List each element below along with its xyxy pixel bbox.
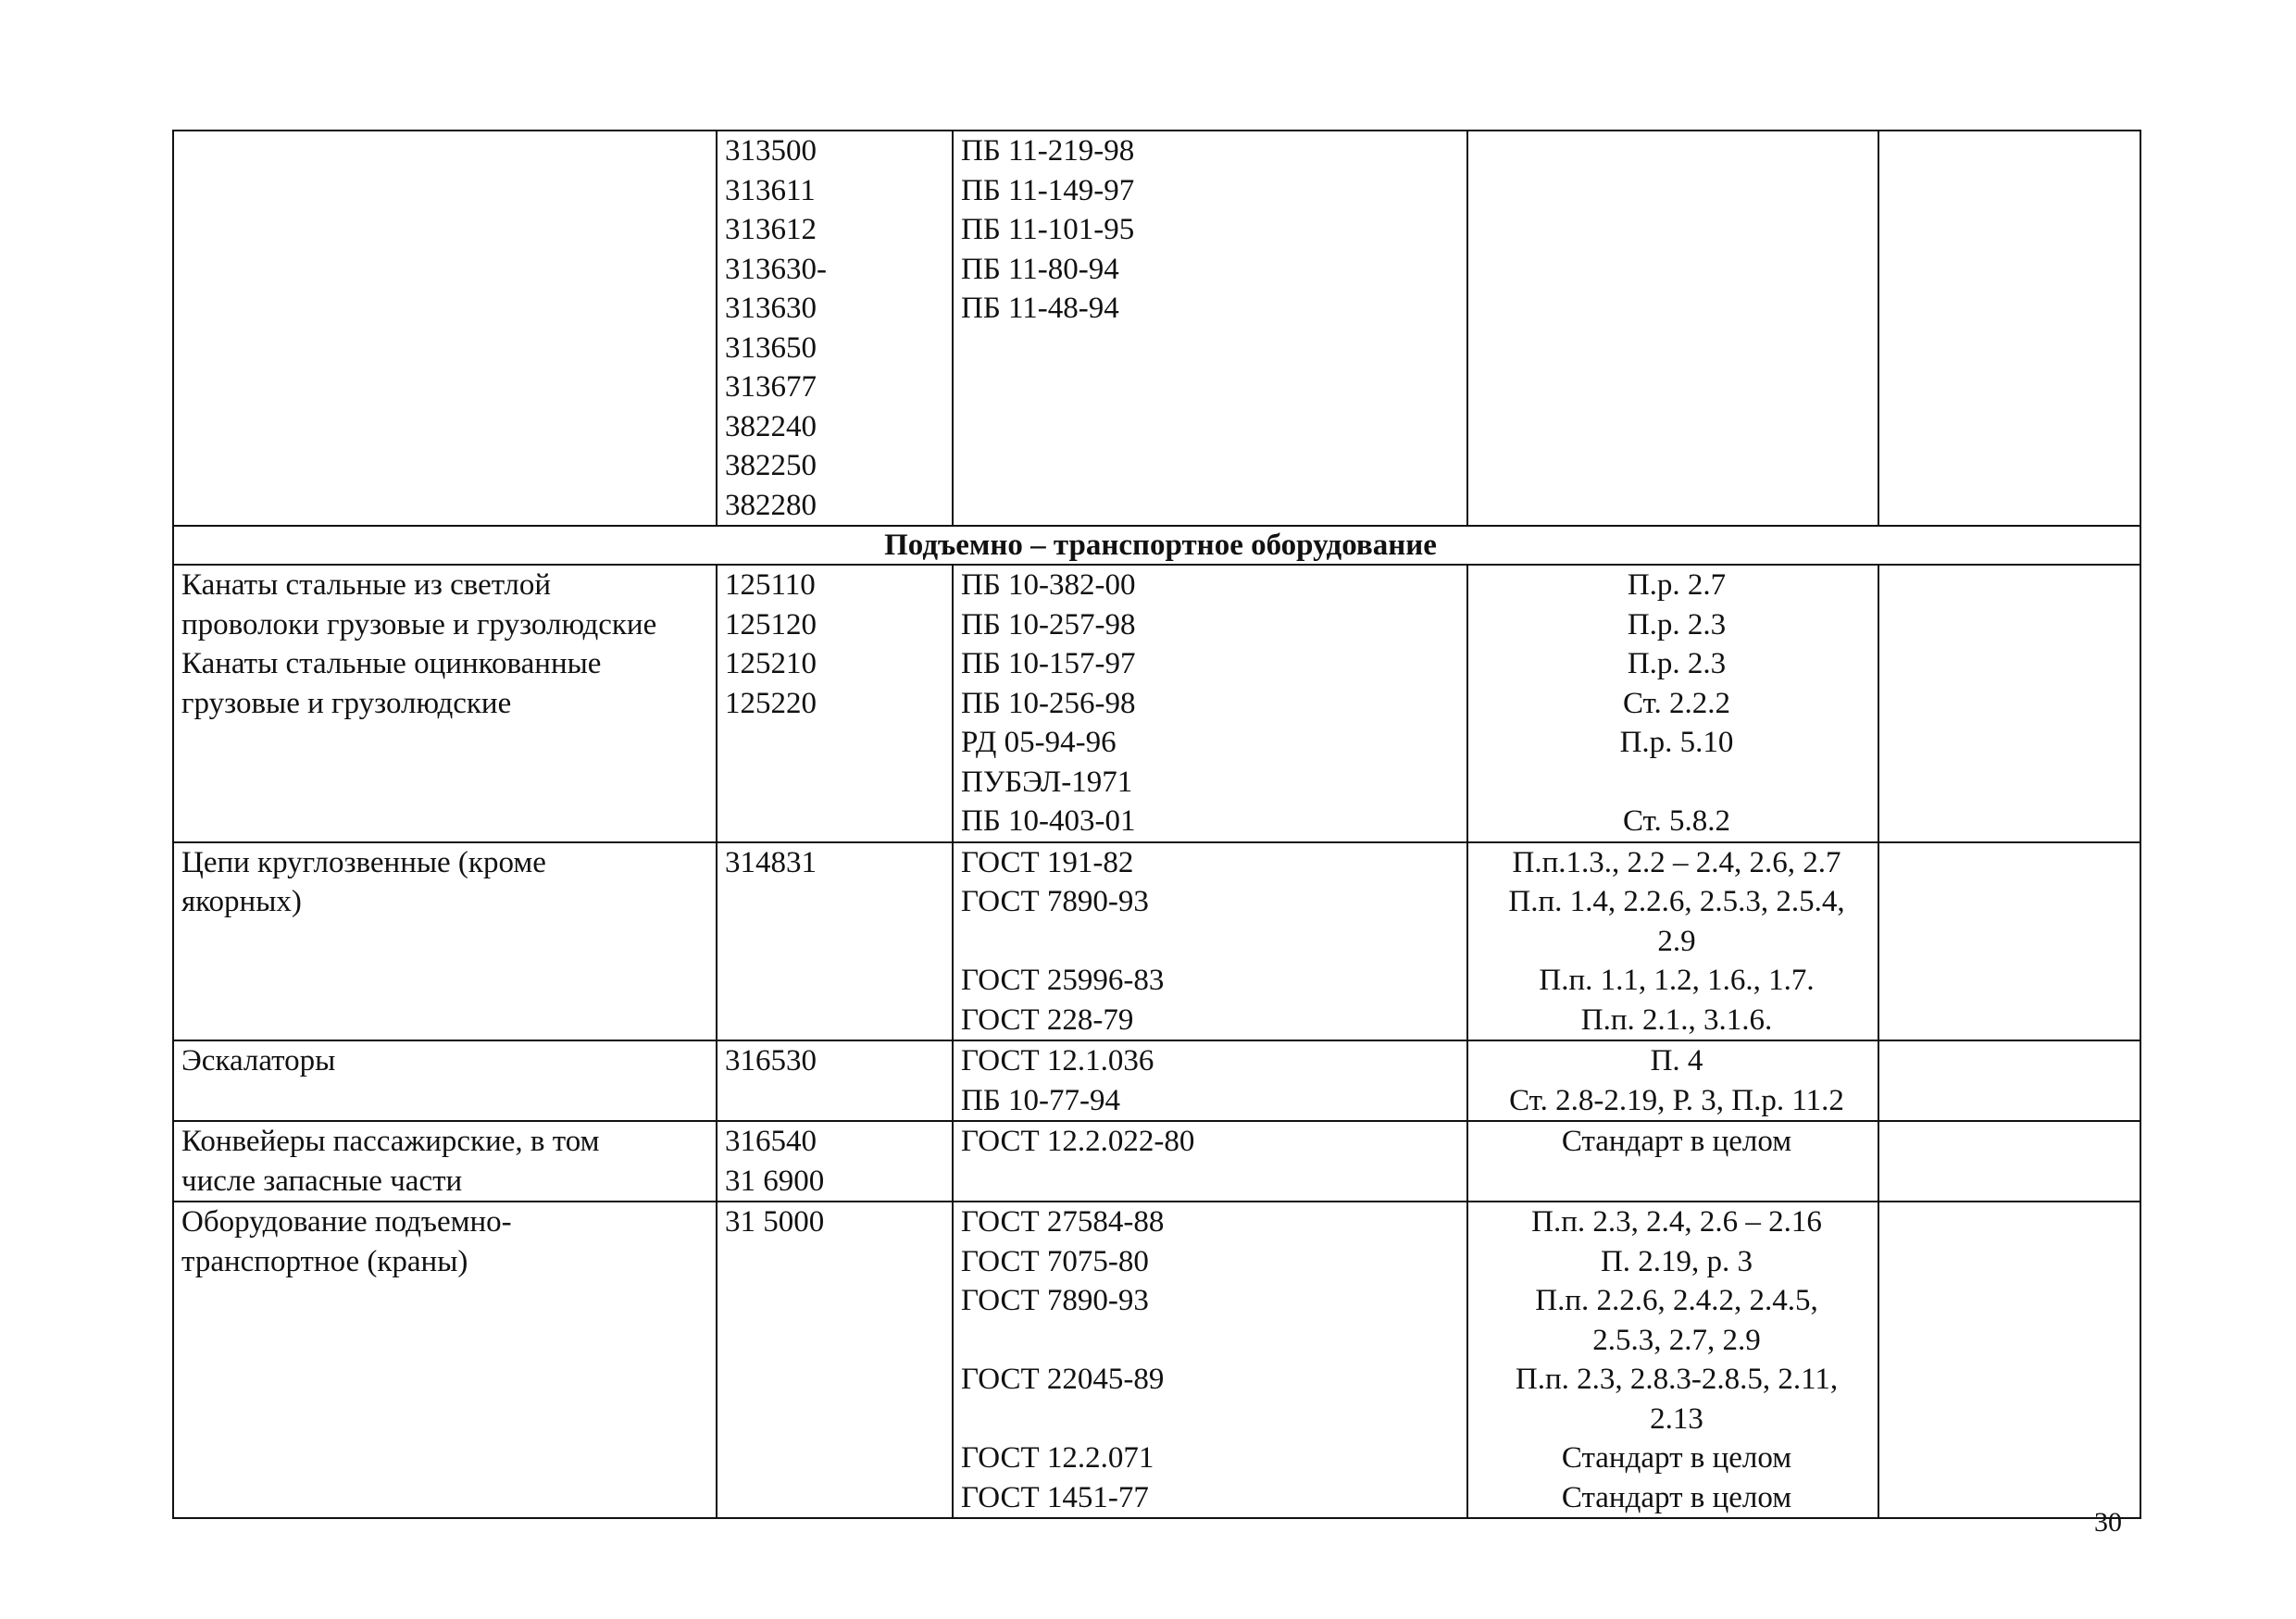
section-title: Подъемно – транспортное оборудование (173, 526, 2140, 565)
docs-cell (953, 1202, 1467, 1518)
requirements-table (172, 130, 2141, 1519)
cell-line: 316530 (725, 1044, 817, 1077)
cell-line: 31 6900 (725, 1164, 825, 1198)
cell-line: ГОСТ 25996-83 (961, 964, 1165, 997)
cell-line: ПБ 11-219-98 (961, 134, 1135, 168)
cell-line: 2.5.3, 2.7, 2.9 (1592, 1323, 1761, 1357)
cell-line: 382280 (725, 488, 817, 522)
cell-line: П.п. 2.2.6, 2.4.2, 2.4.5, (1535, 1284, 1818, 1317)
codes-cell (717, 1121, 953, 1202)
extra-cell (1878, 131, 2140, 526)
cell-line: 2.13 (1650, 1401, 1703, 1436)
cell-line: П.р. 2.3 (1627, 607, 1727, 641)
cell-line: П.п. 2.3, 2.4, 2.6 – 2.16 (1531, 1205, 1822, 1239)
table-row (173, 1202, 2140, 1518)
cell-line: 313630 (725, 292, 817, 325)
cell-line: Канаты стальные оцинкованные (181, 647, 602, 680)
cell-line: грузовые и грузолюдские (181, 686, 512, 720)
cell-line: 313500 (725, 134, 817, 168)
cell-line: РД 05-94-96 (961, 726, 1117, 759)
table-row (173, 565, 2140, 842)
cell-line: 125220 (725, 686, 817, 720)
cell-line: 313650 (725, 330, 817, 365)
table-row (173, 1040, 2140, 1121)
docs-cell (953, 1121, 1467, 1202)
product-name-cell (173, 131, 717, 526)
page-number: 30 (2094, 1507, 2122, 1538)
cell-line: П.п. 1.1, 1.2, 1.6., 1.7. (1539, 964, 1815, 997)
extra-cell (1878, 842, 2140, 1041)
cell-line: 125110 (725, 568, 816, 602)
cell-line: П.р. 5.10 (1619, 726, 1734, 759)
section-header-row (173, 526, 2140, 565)
cell-line: 31 5000 (725, 1205, 825, 1239)
cell-line (961, 1400, 1466, 1439)
table-row (173, 842, 2140, 1041)
cell-line: ПБ 10-77-94 (961, 1083, 1121, 1117)
cell-line: Конвейеры пассажирские, в том (181, 1125, 600, 1158)
docs-cell (953, 131, 1467, 526)
cell-line: ГОСТ 1451-77 (961, 1480, 1149, 1514)
cell-line: 2.9 (1657, 924, 1696, 958)
cell-line: якорных) (181, 885, 302, 918)
docs-cell (953, 842, 1467, 1041)
cell-line: Стандарт в целом (1561, 1480, 1792, 1514)
cell-line: Канаты стальные из светлой (181, 568, 552, 602)
cell-line: Ст. 5.8.2 (1622, 804, 1730, 838)
cell-line: П.р. 2.3 (1627, 647, 1727, 680)
clauses-cell (1467, 565, 1878, 842)
cell-line (1476, 763, 1878, 803)
codes-cell (717, 842, 953, 1041)
docs-cell (953, 1040, 1467, 1121)
codes-cell (717, 565, 953, 842)
cell-line: ГОСТ 7075-80 (961, 1244, 1149, 1278)
clauses-cell (1467, 1202, 1878, 1518)
cell-line: ГОСТ 12.2.071 (961, 1441, 1154, 1475)
docs-cell (953, 565, 1467, 842)
cell-line: ПБ 10-256-98 (961, 686, 1136, 720)
cell-line: Стандарт в целом (1561, 1125, 1792, 1158)
cell-line: П.п.1.3., 2.2 – 2.4, 2.6, 2.7 (1512, 845, 1841, 879)
clauses-cell (1467, 131, 1878, 526)
extra-cell (1878, 1202, 2140, 1518)
product-name-cell (173, 565, 717, 842)
cell-line: Цепи круглозвенные (кроме (181, 845, 546, 879)
cell-line: 314831 (725, 845, 817, 879)
cell-line: ПБ 11-48-94 (961, 292, 1119, 325)
cell-line (961, 1321, 1466, 1361)
cell-line: 125210 (725, 647, 817, 680)
product-name-cell (173, 842, 717, 1041)
cell-line: Ст. 2.8-2.19, Р. 3, П.р. 11.2 (1509, 1083, 1844, 1117)
cell-line: ПБ 10-382-00 (961, 568, 1136, 602)
cell-line: ГОСТ 12.1.036 (961, 1044, 1154, 1077)
cell-line: ПБ 10-157-97 (961, 647, 1136, 680)
clauses-cell (1467, 1121, 1878, 1202)
cell-line: ГОСТ 7890-93 (961, 1284, 1149, 1317)
cell-line: П.п. 2.1., 3.1.6. (1580, 1003, 1773, 1037)
cell-line: П. 2.19, р. 3 (1600, 1244, 1753, 1278)
cell-line: П. 4 (1650, 1044, 1703, 1077)
cell-line: ГОСТ 22045-89 (961, 1363, 1165, 1396)
cell-line: проволоки грузовые и грузолюдские (181, 607, 657, 641)
extra-cell (1878, 1040, 2140, 1121)
cell-line: ГОСТ 191-82 (961, 845, 1134, 879)
cell-line: ГОСТ 27584-88 (961, 1205, 1165, 1239)
cell-line: ПБ 11-80-94 (961, 252, 1119, 286)
cell-line (961, 922, 1466, 962)
cell-line: П.р. 2.7 (1627, 568, 1727, 602)
cell-line: ПБ 11-101-95 (961, 213, 1135, 246)
cell-line: 316540 (725, 1125, 817, 1158)
cell-line: Оборудование подъемно- (181, 1205, 512, 1239)
product-name-cell (173, 1121, 717, 1202)
cell-line: ПУБЭЛ-1971 (961, 765, 1133, 799)
cell-line: ГОСТ 7890-93 (961, 885, 1149, 918)
cell-line: 382250 (725, 449, 817, 482)
cell-line: 313677 (725, 370, 817, 404)
cell-line: 382240 (725, 409, 817, 443)
codes-cell (717, 1202, 953, 1518)
cell-line: 313612 (725, 213, 817, 246)
codes-cell (717, 1040, 953, 1121)
extra-cell (1878, 565, 2140, 842)
cell-line: ПБ 11-149-97 (961, 173, 1135, 207)
cell-line: П.п. 2.3, 2.8.3-2.8.5, 2.11, (1515, 1363, 1839, 1396)
cell-line: ПБ 10-257-98 (961, 607, 1136, 641)
cell-line: Эскалаторы (181, 1044, 336, 1077)
cell-line: ГОСТ 228-79 (961, 1003, 1134, 1037)
cell-line: транспортное (краны) (181, 1244, 468, 1278)
clauses-cell (1467, 842, 1878, 1041)
table-row-continuation (173, 131, 2140, 526)
cell-line: Ст. 2.2.2 (1622, 686, 1730, 720)
codes-cell (717, 131, 953, 526)
cell-line: Стандарт в целом (1561, 1441, 1792, 1475)
extra-cell (1878, 1121, 2140, 1202)
table-row (173, 1121, 2140, 1202)
product-name-cell (173, 1040, 717, 1121)
cell-line: П.п. 1.4, 2.2.6, 2.5.3, 2.5.4, (1508, 885, 1845, 918)
clauses-cell (1467, 1040, 1878, 1121)
cell-line: числе запасные части (181, 1164, 463, 1198)
cell-line: 313630- (725, 252, 827, 286)
cell-line: 125120 (725, 607, 817, 641)
product-name-cell (173, 1202, 717, 1518)
cell-line: 313611 (725, 173, 816, 207)
cell-line: ПБ 10-403-01 (961, 804, 1136, 838)
cell-line: ГОСТ 12.2.022-80 (961, 1125, 1195, 1158)
